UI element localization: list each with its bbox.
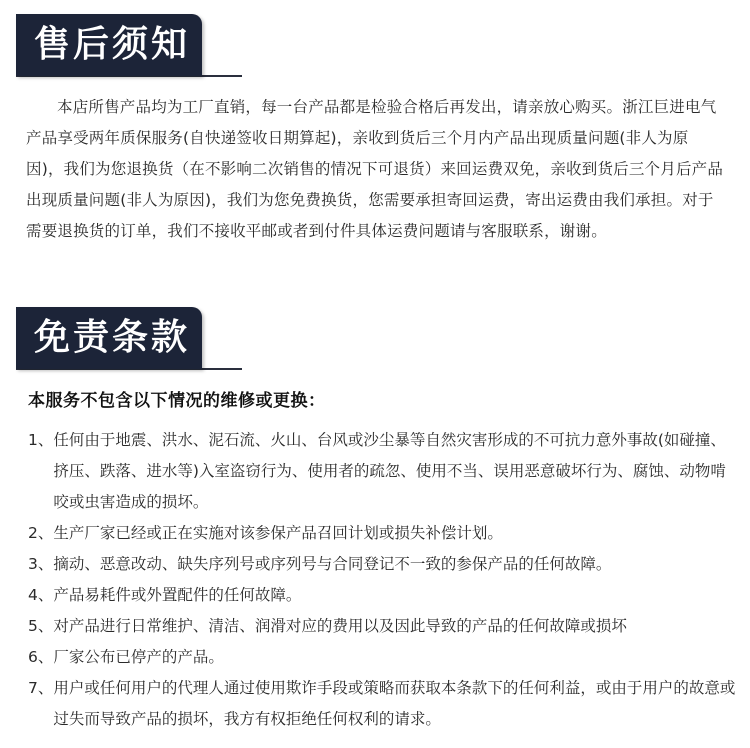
clause-text: 生产厂家已经或正在实施对该参保产品召回计划或损失补偿计划。 <box>53 524 503 542</box>
clause-text: 任何由于地震、洪水、泥石流、火山、台风或沙尘暴等自然灾害形成的不可抗力意外事故(如碰撞、挤压、跌落、进水等)入室盗窃行为、使用者的疏忽、使用不当、误用恶意破坏行为、腐蚀、动物啃咬或虫害造成的损坏。 <box>53 431 726 511</box>
clause-item <box>28 611 740 642</box>
after-sales-title: 售后须知 <box>16 14 202 76</box>
clause-number: 2、 <box>28 524 54 542</box>
clause-item <box>28 425 740 518</box>
clause-item <box>28 673 740 735</box>
disclaimer-header <box>16 303 202 369</box>
clause-number: 3、 <box>28 555 54 573</box>
clause-number: 6、 <box>28 648 54 666</box>
clause-number: 5、 <box>28 617 54 635</box>
clause-item <box>28 549 740 580</box>
clause-text: 对产品进行日常维护、清洁、润滑对应的费用以及因此导致的产品的任何故障或损坏 <box>53 617 627 635</box>
clause-number: 4、 <box>28 586 54 604</box>
disclaimer-intro: 本服务不包含以下情况的维修或更换： <box>28 391 326 411</box>
disclaimer-clause-list <box>28 425 740 735</box>
clause-text: 产品易耗件或外置配件的任何故障。 <box>53 586 302 604</box>
clause-text: 用户或任何用户的代理人通过使用欺诈手段或策略而获取本条款下的任何利益，或由于用户的故意或过失而导致产品的损坏，我方有权拒绝任何权利的请求。 <box>53 679 736 728</box>
clause-number: 1、 <box>28 431 54 449</box>
clause-text: 厂家公布已停产的产品。 <box>53 648 224 666</box>
after-sales-notice <box>26 92 726 247</box>
clause-text: 摘动、恶意改动、缺失序列号或序列号与合同登记不一致的参保产品的任何故障。 <box>53 555 612 573</box>
disclaimer-title: 免责条款 <box>16 307 202 369</box>
after-sales-header <box>16 10 202 76</box>
clause-number: 7、 <box>28 679 54 697</box>
after-sales-paragraph: 本店所售产品均为工厂直销，每一台产品都是检验合格后再发出，请亲放心购买。浙江巨进电气产品享受两年质保服务(自快递签收日期算起)，亲收到货后三个月内产品出现质量问题(非人为原因)，我们为您退换货（在不影响二次销售的情况下可退货）来回运费双免，亲收到货后三个月后产品出现质量问题(非人为原因)，我们为您免费换货，您需要承担寄回运费，寄出运费由我们承担。对于需要退换货的订单，我们不接收平邮或者到付件具体运费问题请与客服联系，谢谢。 <box>26 98 724 240</box>
clause-item <box>28 580 740 611</box>
clause-item <box>28 642 740 673</box>
clause-item <box>28 518 740 549</box>
